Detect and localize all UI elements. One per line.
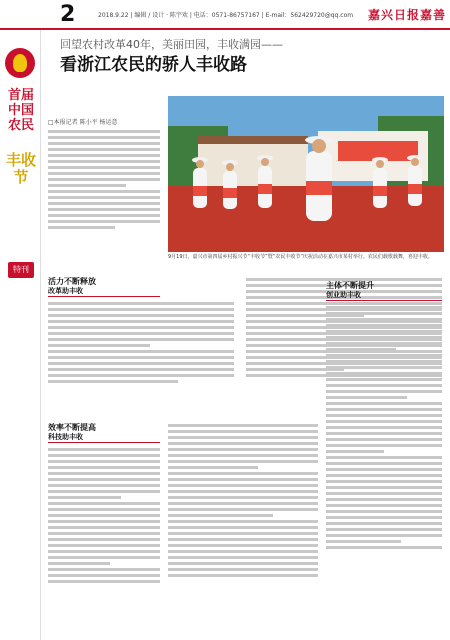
section-1-divider	[48, 296, 160, 297]
section-2-divider	[48, 442, 160, 443]
section-1-text-a	[48, 300, 234, 418]
sidebar-title-1: 首届中国农民	[7, 88, 34, 133]
festival-photo	[168, 96, 444, 252]
page-number: 2	[60, 2, 76, 27]
section-2-text-a	[48, 446, 160, 636]
photo-caption: 9月19日，嘉兴市第四届乡村振兴节“丰收节”暨“农民丰收节”庆祝活动在嘉兴市某村举行。农民们载歌载舞，喜迎丰收。	[168, 254, 433, 260]
special-issue-badge: 特刊	[8, 262, 34, 278]
article-title: 看浙江农民的骄人丰收路	[60, 55, 247, 75]
article-subtitle: 回望农村改革40年，美丽田园，丰收满园——	[60, 38, 283, 51]
section-3-title: 主体不断提升	[326, 281, 374, 290]
section-1-subtitle: 改革助丰收	[48, 287, 83, 295]
section-3-subtitle: 创业助丰收	[326, 291, 361, 299]
section-2-subtitle: 科技助丰收	[48, 433, 83, 441]
harvest-emblem-icon	[5, 48, 35, 78]
article-byline: □本报记者 陈小平 杨运意	[48, 119, 118, 126]
section-1-title: 活力不断释放	[48, 277, 96, 286]
lead-paragraph	[48, 128, 160, 270]
header-info: 2018.9.22 | 编辑 / 设计 · 陈宇欢 | 电话：0571-86757167 | E-mail：562429720@qq.com	[98, 12, 354, 19]
section-2-title: 效率不断提高	[48, 423, 96, 432]
masthead: 嘉兴日报嘉善	[368, 8, 447, 22]
section-2-text-b	[168, 422, 318, 636]
sidebar-title-2: 丰收节	[5, 151, 36, 186]
section-3-divider	[326, 300, 442, 301]
section-3-text	[326, 304, 442, 636]
